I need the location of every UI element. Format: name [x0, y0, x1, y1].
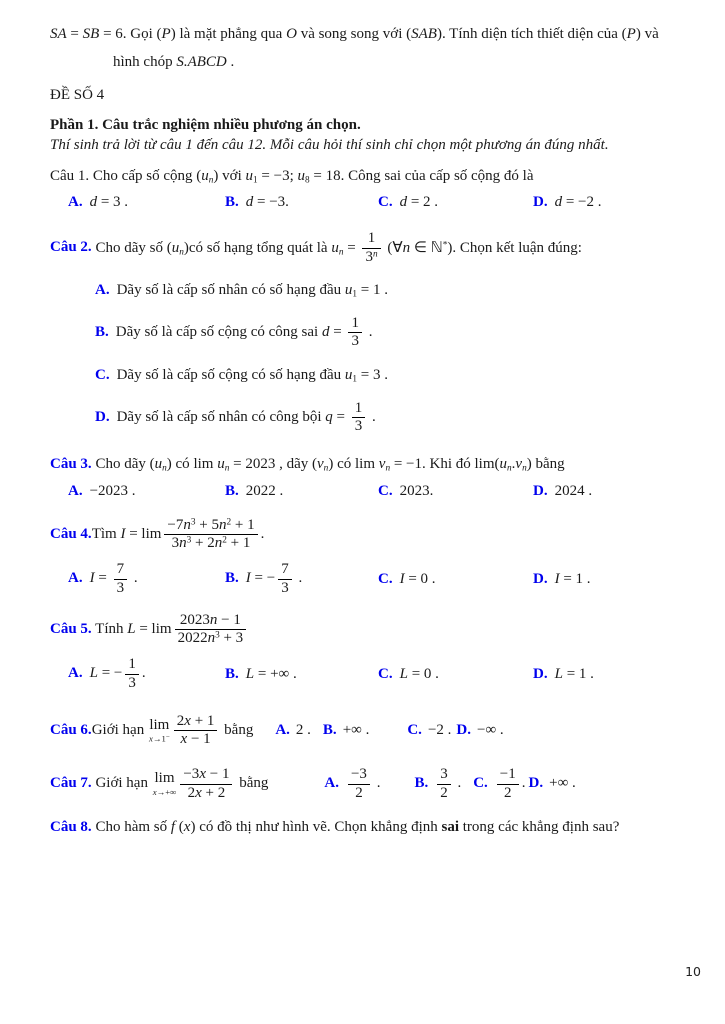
- question-1-options: [50, 194, 695, 211]
- option-b: [95, 315, 695, 351]
- option-c: [407, 722, 451, 738]
- instruction-text: Thí sinh trả lời từ câu 1 đến câu 12. Mỗi câu hỏi thí sinh chỉ chọn một phương án đúng nhất.: [50, 137, 609, 153]
- question-5-options: [50, 656, 695, 692]
- question-3-options: [50, 483, 695, 500]
- question-6: [50, 713, 695, 749]
- option-d-value: 2024 .: [554, 482, 593, 499]
- option-b-value: +∞ .: [342, 721, 370, 738]
- part-heading: Phần 1. Câu trắc nghiệm nhiều phương án chọn.: [50, 117, 361, 133]
- option-d: [95, 400, 695, 436]
- option-c-letter: C.: [407, 721, 422, 738]
- question-3-stem: [50, 456, 695, 473]
- option-d-value: Dãy số là cấp số nhân có công bội q = $\frac{1}{3}$ .: [116, 399, 376, 435]
- question-1-text: Cho cấp số cộng (un) với u1 = −3; u8 = 18. Công sai của cấp số cộng đó là: [89, 168, 534, 186]
- option-c: [378, 483, 533, 500]
- option-a: [68, 656, 225, 692]
- option-a-letter: A.: [68, 570, 83, 587]
- option-b: [225, 666, 378, 683]
- option-c: [378, 194, 533, 211]
- question-7: [50, 766, 695, 802]
- option-d-value: −∞ .: [477, 721, 504, 738]
- option-b-letter: B.: [225, 570, 239, 587]
- option-c-value: 2023.: [399, 482, 434, 499]
- option-a-value: 2 .: [295, 721, 311, 738]
- option-c-value: I = 0 .: [399, 570, 436, 587]
- question-8-text: Cho hàm số f (x) có đồ thị như hình vẽ. Chọn khẳng định sai trong các khẳng định sau?: [91, 818, 620, 835]
- question-5: [50, 612, 695, 692]
- option-c-letter: C.: [378, 570, 393, 587]
- option-b-value: I = − $\frac{7}{3}$ .: [245, 561, 303, 596]
- option-a-value: I = $\frac{7}{3}$ .: [89, 561, 138, 596]
- option-b-letter: B.: [225, 665, 239, 682]
- option-d: [533, 666, 695, 683]
- question-3-text: Cho dãy (un) có lim un = 2023 , dãy (vn) có lim vn = −1. Khi đó lim(un.vn) bằng: [91, 456, 565, 474]
- option-d: [533, 194, 695, 211]
- option-c: [473, 766, 526, 801]
- option-d-letter: D.: [533, 194, 548, 211]
- option-a-value: d = 3 .: [89, 194, 129, 211]
- option-b-value: L = +∞ .: [245, 665, 297, 682]
- question-2-text: Cho dãy số (un)có số hạng tổng quát là un = $\frac{1}{3^n}$ (∀n ∈ ℕ*). Chọn kết luận đúng:: [91, 230, 582, 265]
- option-c-value: −2 .: [427, 721, 452, 738]
- option-c-letter: C.: [378, 194, 393, 211]
- continued-paragraph-line-2: hình chóp S.ABCD .: [113, 54, 235, 70]
- option-c-value: L = 0 .: [399, 665, 439, 682]
- option-b-value: $\frac{3}{2}$ .: [434, 775, 461, 791]
- option-c-letter: C.: [378, 482, 393, 499]
- option-d-letter: D.: [533, 570, 548, 587]
- question-1-label: Câu 1.: [50, 168, 90, 184]
- question-2-label: Câu 2.: [50, 239, 92, 256]
- question-3: [50, 456, 695, 499]
- exam-set-title: ĐỀ SỐ 4: [50, 87, 105, 103]
- question-4-stem: [50, 517, 695, 553]
- option-a-letter: A.: [68, 482, 83, 499]
- question-2-stem: [50, 230, 695, 266]
- option-d-value: L = 1 .: [554, 665, 594, 682]
- option-b-value: Dãy số là cấp số cộng có công sai d = $\frac{1}{3}$ .: [115, 315, 373, 350]
- option-d: [533, 571, 695, 588]
- question-5-text: Tính L = lim $\frac{2023n - 1}{2022n^3 + 3}$: [92, 621, 250, 637]
- option-d-letter: D.: [533, 665, 548, 682]
- option-b: [414, 766, 462, 801]
- option-b-value: d = −3.: [245, 194, 289, 211]
- option-d-value: +∞ .: [549, 775, 576, 792]
- option-b-letter: B.: [322, 721, 337, 738]
- option-a-value: Dãy số là cấp số nhân có số hạng đầu u1 = 1 .: [116, 281, 388, 300]
- option-a-letter: A.: [95, 281, 110, 298]
- question-7-label: Câu 7.: [50, 775, 92, 792]
- option-d-value: d = −2 .: [554, 194, 602, 211]
- page-number: 10: [685, 964, 701, 979]
- option-b: [225, 483, 378, 500]
- option-d: [529, 775, 576, 791]
- option-b-letter: B.: [225, 194, 239, 211]
- option-d: [533, 483, 695, 500]
- option-a: [95, 282, 695, 299]
- option-a-value: −2023 .: [89, 482, 136, 499]
- option-a: [68, 561, 225, 597]
- option-b: [323, 722, 369, 738]
- continued-paragraph-line-1: SA = SB = 6. Gọi (P) là mặt phẳng qua O và song song với (SAB). Tính diện tích thiết diện của (P) và: [50, 26, 659, 42]
- option-c-letter: C.: [95, 366, 110, 383]
- question-5-label: Câu 5.: [50, 620, 92, 637]
- option-a-letter: A.: [68, 194, 83, 211]
- option-a-value: L = − $\frac{1}{3}$ .: [89, 656, 146, 691]
- option-d: [456, 722, 503, 738]
- option-b-letter: B.: [225, 482, 239, 499]
- option-c-value: Dãy số là cấp số cộng có số hạng đầu u1 = 3 .: [116, 366, 388, 384]
- option-d-letter: D.: [533, 482, 548, 499]
- option-a-letter: A.: [68, 665, 83, 682]
- question-3-label: Câu 3.: [50, 456, 92, 473]
- question-4-label: Câu 4.: [50, 525, 92, 542]
- option-c: [378, 666, 533, 683]
- question-8: [50, 819, 695, 836]
- option-c: [95, 367, 695, 384]
- option-a-value: $\frac{-3}{2}$ .: [345, 775, 380, 791]
- option-a-letter: A.: [324, 775, 339, 792]
- question-8-label: Câu 8.: [50, 818, 92, 835]
- question-6-text: Giới hạn lim x→1− $\frac{2x + 1}{x - 1}$ bằng: [91, 712, 254, 747]
- option-a-letter: A.: [275, 721, 290, 738]
- question-4-options: [50, 561, 695, 597]
- option-b-letter: B.: [95, 324, 109, 341]
- option-d-letter: D.: [528, 775, 544, 792]
- question-2: [50, 230, 695, 435]
- option-c: [378, 571, 533, 588]
- question-5-stem: [50, 612, 695, 648]
- option-a: [68, 194, 225, 211]
- option-d-letter: D.: [95, 409, 110, 426]
- option-c-value: $\frac{-1}{2}$ .: [494, 775, 526, 791]
- question-4-text: Tìm I = lim $\frac{-7n^3 + 5n^2 + 1}{3n^3 + 2n^2 + 1}$ .: [91, 516, 265, 551]
- question-1-stem: [50, 168, 695, 185]
- option-b-value: 2022 .: [245, 482, 284, 499]
- option-a: [275, 722, 311, 738]
- question-6-label: Câu 6.: [50, 721, 92, 738]
- option-c-letter: C.: [378, 665, 393, 682]
- question-4: [50, 517, 695, 597]
- option-c-value: d = 2 .: [399, 194, 439, 211]
- option-d-value: I = 1 .: [554, 570, 591, 587]
- option-a: [324, 766, 381, 801]
- option-b-letter: B.: [414, 775, 429, 792]
- question-7-text: Giới hạn lim x→+∞ $\frac{-3x - 1}{2x + 2}$ bằng: [91, 766, 269, 801]
- option-c-letter: C.: [473, 775, 488, 792]
- option-b: [225, 194, 378, 211]
- option-b: [225, 561, 378, 597]
- option-a: [68, 483, 225, 500]
- option-d-letter: D.: [456, 721, 471, 738]
- question-1: [50, 168, 695, 211]
